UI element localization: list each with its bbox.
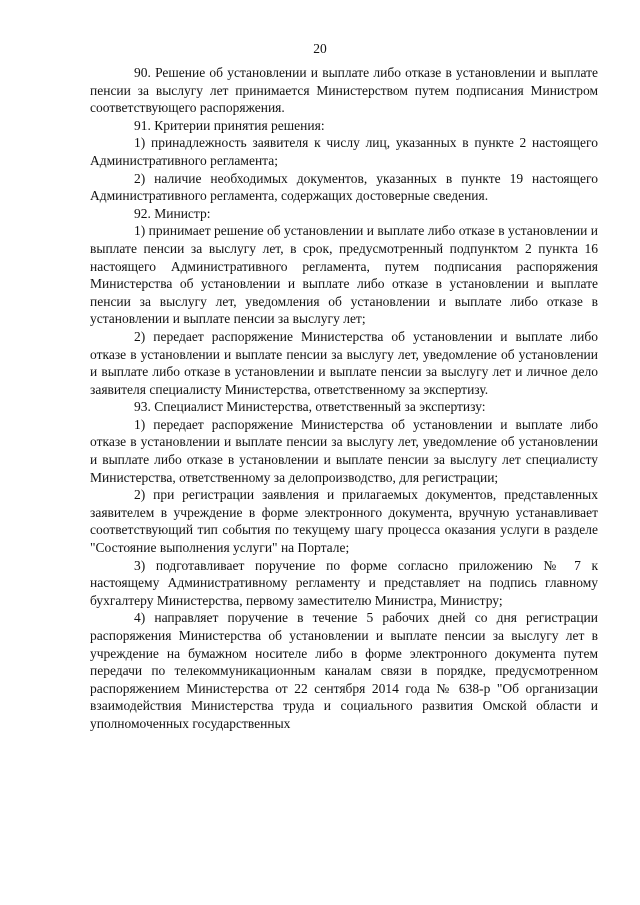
page-number: 20 [313,41,327,56]
paragraph-91-heading: 91. Критерии принятия решения: [134,117,325,133]
paragraph-90: 90. Решение об установлении и выплате либо отказе в установлении и выплате пенсии за выслугу лет принимается Министерством путем подписания Министром соответствующего распоряжения. [90,65,598,116]
paragraph-91-item-2: 2) наличие необходимых документов, указанных в пункте 19 настоящего Административного регламента, содержащих достоверные сведения. [90,170,598,204]
paragraph-93-item-2: 2) при регистрации заявления и прилагаемых документов, представленных заявителем в учреждение в форме электронного документа, вручную устанавливает соответствующий тип события по текущему шагу процесса оказания услуги в разделе "Состояние выполнения услуги" на Портале; [90,487,598,556]
paragraph-93-item-1: 1) передает распоряжение Министерства об установлении и выплате либо отказе в установлении и выплате пенсии за выслугу лет, уведомление об установлении и выплате либо отказе в установлении и выплате пенсии за выслугу лет специалисту Министерства, ответственному за делопроизводство, для регистрации; [90,416,598,485]
paragraph-92-heading: 92. Министр: [134,205,211,221]
paragraph-93-item-3: 3) подготавливает поручение по форме согласно приложению № 7 к настоящему Административному регламенту и представляет на подпись главному бухгалтеру Министерства, первому заместителю Министра, Министру; [90,557,598,608]
paragraph-92-item-1: 1) принимает решение об установлении и выплате либо отказе в установлении и выплате пенсии за выслугу лет, в срок, предусмотренный подпунктом 2 пункта 16 настоящего Административного регламента, путем подписания распоряжения Министерства об установлении и выплате либо отказе в установлении и выплате пенсии за выслугу лет, уведомления об установлении и выплате либо отказе в установлении и выплате пенсии за выслугу лет; [90,223,598,327]
paragraph-91-item-1: 1) принадлежность заявителя к числу лиц, указанных в пункте 2 настоящего Административного регламента; [90,135,598,168]
paragraph-92-item-2: 2) передает распоряжение Министерства об установлении и выплате либо отказе в установлении и выплате пенсии за выслугу лет, уведомление об установлении и выплате либо отказе в установлении и выплате пенсии за выслугу лет и личное дело заявителя специалисту Министерства, ответственному за экспертизу. [90,328,598,397]
paragraph-93-heading: 93. Специалист Министерства, ответственный за экспертизу: [134,399,486,415]
document-body [90,64,598,733]
paragraph-93-item-4: 4) направляет поручение в течение 5 рабочих дней со дня регистрации распоряжения Министерства об установлении и выплате пенсии за выслугу лет в учреждение на бумажном носителе либо в форме электронного документа путем передачи по телекоммуникационным каналам связи в порядке, предусмотренном распоряжением Министерства от 22 сентября 2014 года № 638-р "Об организации взаимодействия Министерства труда и социального развития Омской области и уполномоченных государственных [90,610,598,731]
